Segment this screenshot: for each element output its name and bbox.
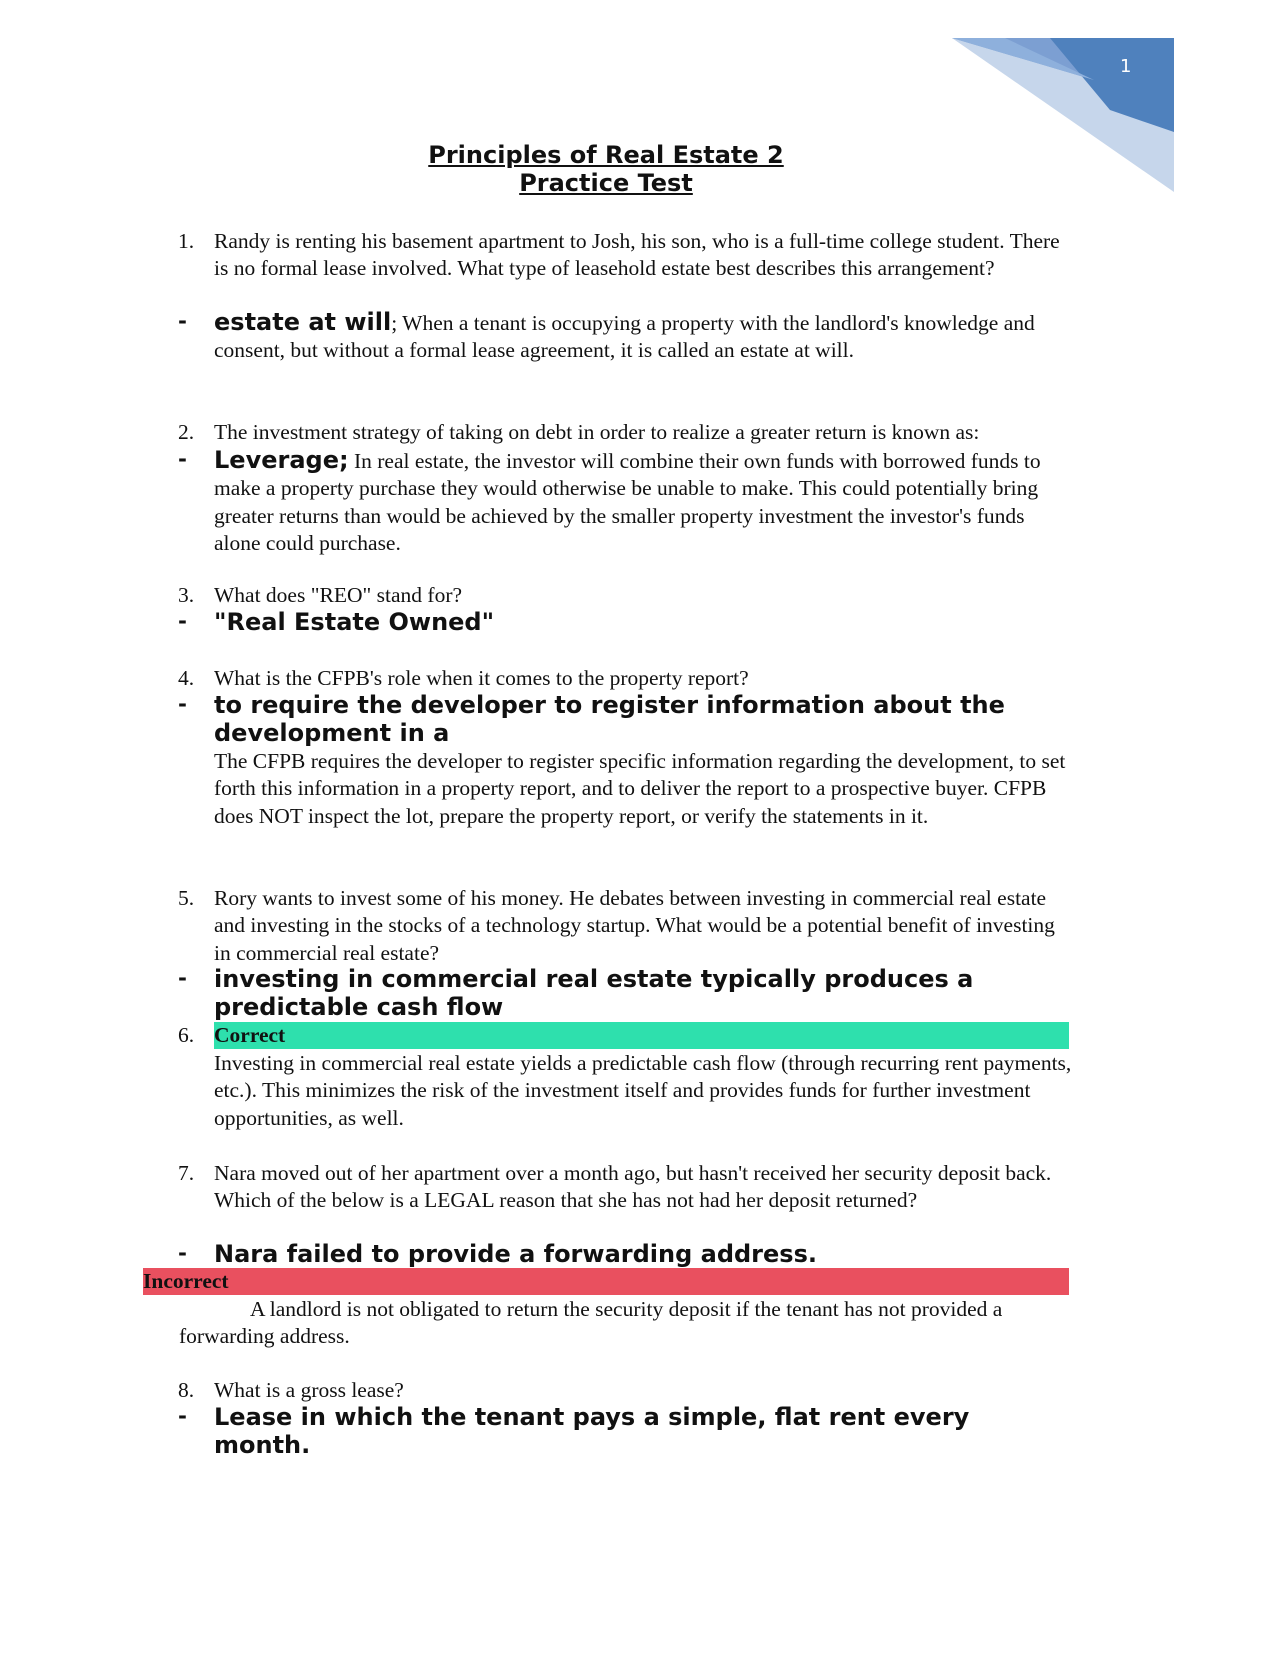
answer-7 — [178, 1240, 1074, 1269]
bullet: - — [178, 1241, 187, 1266]
question-number: 4. — [178, 666, 195, 690]
bullet: - — [178, 609, 187, 634]
answer-1 — [178, 308, 1074, 365]
answer-text: Lease in which the tenant pays a simple, flat rent every month. — [214, 1403, 970, 1459]
bullet: - — [178, 1404, 187, 1429]
explanation-4: The CFPB requires the developer to register specific information regarding the development, to set forth this information in a property report, and to deliver the report to a prospective buyer. CFPB does NOT inspect the lot, prepare the property report, or verify the statements in it. — [214, 749, 1066, 828]
answer-3 — [178, 608, 1074, 637]
bullet: - — [178, 966, 187, 991]
list-number-6: 6. — [178, 1023, 195, 1047]
question-text: The investment strategy of taking on debt in order to realize a greater return is known as: — [214, 420, 980, 444]
question-3 — [178, 582, 1074, 609]
question-text: What is the CFPB's role when it comes to the property report? — [214, 666, 749, 690]
explanation-text: ; When a tenant is occupying a property with the landlord's knowledge and consent, but without a formal lease agreement, it is called an estate at will. — [214, 311, 1035, 363]
explanation-text: In real estate, the investor will combine their own funds with borrowed funds to make a property purchase they would otherwise be unable to make. This could potentially bring greater returns than would be achieved by the smaller property investment the investor's funds alone could purchase. — [214, 449, 1041, 555]
answer-2 — [178, 446, 1074, 557]
answer-text: estate at will — [214, 308, 392, 336]
question-text: Randy is renting his basement apartment to Josh, his son, who is a full-time college student. There is no formal lease involved. What type of leasehold estate best describes this arrangement? — [214, 229, 1060, 281]
bullet: - — [178, 692, 187, 717]
question-7 — [178, 1160, 1074, 1215]
question-number: 1. — [178, 229, 195, 253]
question-text: Nara moved out of her apartment over a month ago, but hasn't received her security deposit back. Which of the below is a LEGAL reason that she has not had her deposit returned? — [214, 1161, 1052, 1213]
question-1 — [178, 228, 1074, 283]
question-text: What does "REO" stand for? — [214, 583, 463, 607]
question-number: 7. — [178, 1161, 195, 1185]
question-4 — [178, 665, 1074, 692]
correct-badge: Correct — [214, 1022, 1069, 1049]
question-number: 2. — [178, 420, 195, 444]
question-number: 3. — [178, 583, 195, 607]
answer-8 — [178, 1403, 1034, 1459]
question-5 — [178, 885, 1074, 967]
answer-text: Nara failed to provide a forwarding address. — [214, 1240, 817, 1268]
answer-text: Leverage; — [214, 446, 349, 474]
answer-text: "Real Estate Owned" — [214, 608, 495, 636]
answer-text: investing in commercial real estate typically produces a predictable cash flow — [214, 965, 974, 1021]
incorrect-badge: Incorrect — [143, 1268, 1069, 1295]
question-number: 8. — [178, 1378, 195, 1402]
question-2 — [178, 419, 1074, 446]
question-8 — [178, 1377, 1074, 1404]
question-text: Rory wants to invest some of his money. He debates between investing in commercial real estate and investing in the stocks of a technology startup. What would be a potential benefit of investing in commercial real estate? — [214, 886, 1055, 965]
bullet: - — [178, 447, 187, 472]
answer-text: to require the developer to register information about the development in a — [214, 691, 1005, 747]
bullet: - — [178, 309, 187, 334]
question-number: 5. — [178, 886, 195, 910]
answer-5 — [178, 965, 974, 1021]
document-subtitle: Practice Test — [519, 169, 693, 197]
explanation-7: A landlord is not obligated to return the security deposit if the tenant has not provided a forwarding address. — [179, 1297, 1003, 1349]
question-text: What is a gross lease? — [214, 1378, 404, 1402]
explanation-5: Investing in commercial real estate yields a predictable cash flow (through recurring rent payments, etc.). This minimizes the risk of the investment itself and provides funds for further investment opportunities, as well. — [214, 1051, 1072, 1130]
answer-4 — [178, 691, 1034, 747]
page-number: 1 — [1120, 56, 1132, 77]
document-title: Principles of Real Estate 2 — [428, 141, 784, 169]
